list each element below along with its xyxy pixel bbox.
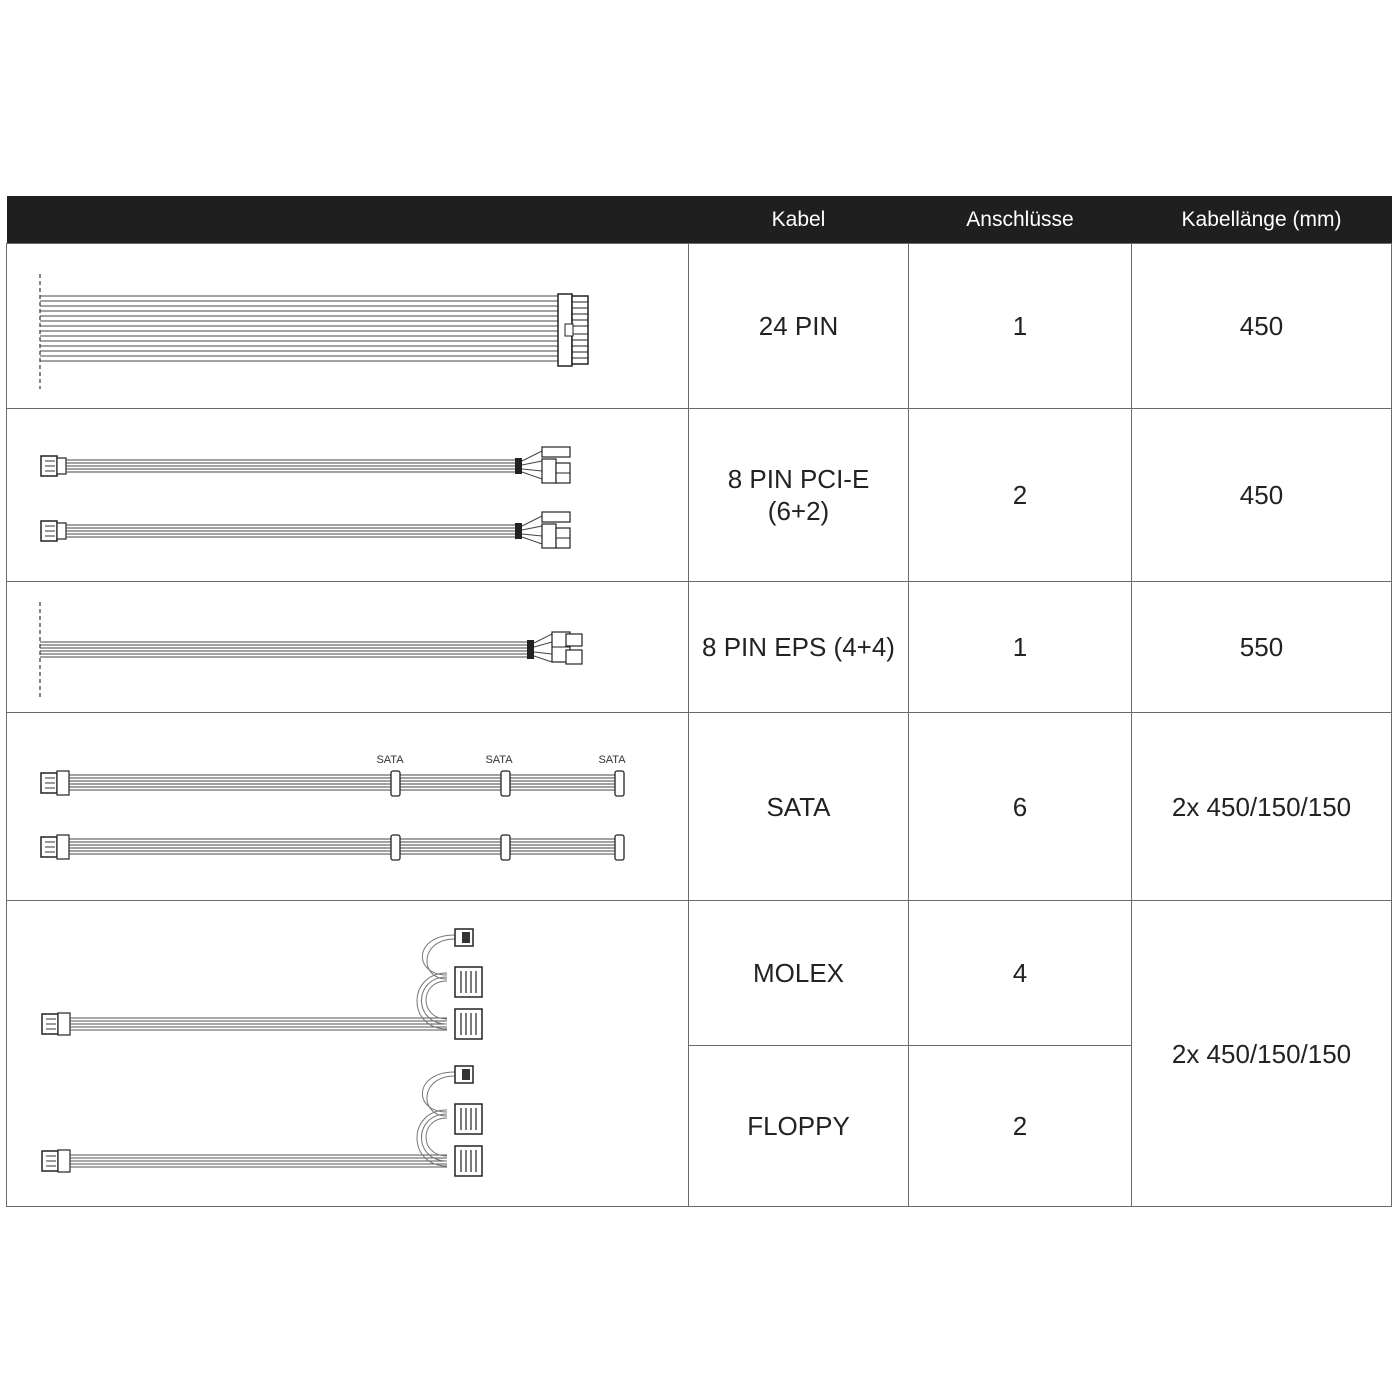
cell-kabel: SATA bbox=[689, 713, 909, 901]
table-row bbox=[7, 582, 1392, 713]
atx-24pin-cable-icon bbox=[7, 244, 689, 408]
cell-kabellaenge: 450 bbox=[1132, 244, 1392, 409]
table-header-row bbox=[7, 196, 1392, 244]
eps-cable-icon bbox=[7, 582, 689, 712]
cell-kabel: MOLEX bbox=[689, 901, 909, 1046]
sata-connector-label: SATA bbox=[598, 754, 626, 766]
molex-floppy-cable-icon bbox=[7, 901, 689, 1206]
cable-spec-table bbox=[6, 196, 1392, 1207]
table-row bbox=[7, 901, 1392, 1046]
table-row bbox=[7, 409, 1392, 582]
cell-anschluesse: 2 bbox=[909, 1046, 1132, 1207]
cell-kabellaenge: 2x 450/150/150 bbox=[1132, 901, 1392, 1207]
cell-kabellaenge: 450 bbox=[1132, 409, 1392, 582]
table-row bbox=[7, 244, 1392, 409]
sata-connector-label: SATA bbox=[376, 754, 404, 766]
cell-anschluesse: 6 bbox=[909, 713, 1132, 901]
cell-kabel: FLOPPY bbox=[689, 1046, 909, 1207]
header-kabellaenge: Kabellänge (mm) bbox=[1132, 196, 1392, 244]
cell-anschluesse: 1 bbox=[909, 244, 1132, 409]
cable-image-cell bbox=[7, 244, 689, 409]
cell-kabellaenge: 550 bbox=[1132, 582, 1392, 713]
cell-kabel: 24 PIN bbox=[689, 244, 909, 409]
cable-image-cell bbox=[7, 582, 689, 713]
header-image-column bbox=[7, 196, 689, 244]
cell-kabellaenge: 2x 450/150/150 bbox=[1132, 713, 1392, 901]
cable-image-cell bbox=[7, 713, 689, 901]
cell-kabel-line2: (6+2) bbox=[767, 496, 830, 526]
cell-kabel: 8 PIN EPS (4+4) bbox=[689, 582, 909, 713]
cable-image-cell bbox=[7, 901, 689, 1207]
sata-cable-icon bbox=[7, 713, 689, 900]
cable-image-cell bbox=[7, 409, 689, 582]
sata-connector-label: SATA bbox=[485, 754, 513, 766]
cell-kabel bbox=[689, 409, 909, 582]
cell-anschluesse: 4 bbox=[909, 901, 1132, 1046]
header-anschluesse: Anschlüsse bbox=[909, 196, 1132, 244]
header-kabel: Kabel bbox=[689, 196, 909, 244]
cell-anschluesse: 2 bbox=[909, 409, 1132, 582]
table-row bbox=[7, 713, 1392, 901]
pcie-cable-icon bbox=[7, 409, 689, 581]
cell-kabel-line1: 8 PIN PCI-E bbox=[727, 464, 870, 494]
cell-anschluesse: 1 bbox=[909, 582, 1132, 713]
